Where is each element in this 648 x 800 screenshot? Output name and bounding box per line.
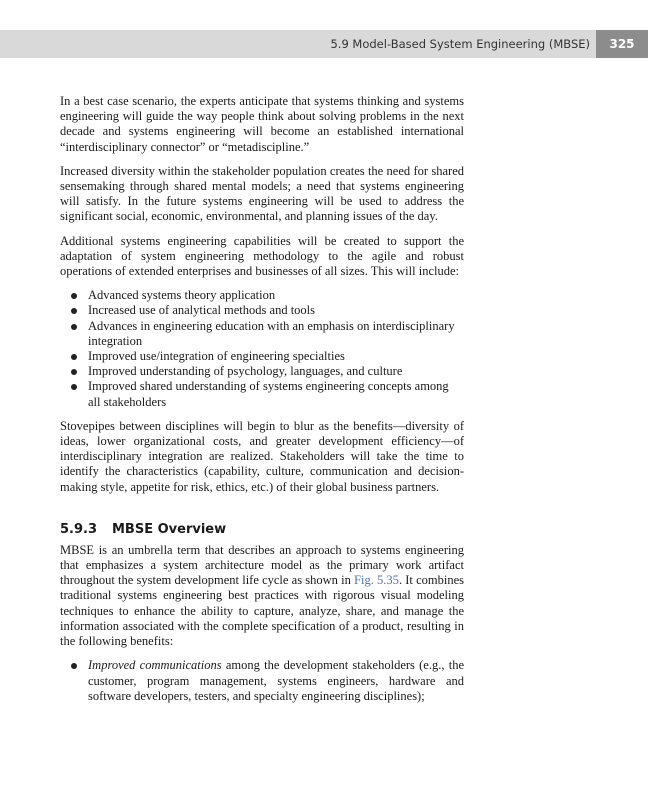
- section-number: 5.9.3: [60, 521, 98, 537]
- benefit-text: among the development stakeholders (e.g., the customer, program management, systems engineers, hardware and software developers, testers, and specialty engineering disciplines);: [88, 658, 464, 703]
- list-item: [60, 319, 464, 349]
- paragraph: Increased diversity within the stakeholder population creates the need for shared sensemaking through shared mental models; a need that systems engineering will satisfy. In the future systems engineering will be used to address the significant social, economic, environmental, and planning issues of the day.: [60, 163, 464, 224]
- list-item-text: Improved use/integration of engineering specialties: [88, 349, 345, 364]
- list-item: [60, 658, 464, 704]
- list-item: [60, 364, 464, 379]
- section-heading: [60, 521, 464, 539]
- intro-text: MBSE is an umbrella term that describes an approach to systems engineering that emphasizes a system architecture model as the primary work artifact throughout the system development life cycle as shown in: [60, 542, 464, 588]
- bullet-icon: [71, 369, 77, 375]
- running-head-title: 5.9 Model-Based System Engineering (MBSE): [330, 37, 590, 51]
- list-item: [60, 303, 464, 318]
- list-item-text: Improved understanding of psychology, languages, and culture: [88, 364, 403, 379]
- benefit-term: Improved communications: [88, 658, 222, 673]
- intro-text: . It combines traditional systems engineering best practices with rigorous visual modeling techniques to enhance the ability to capture, analyze, share, and manage the information associated with the complete specification of a product, resulting in the following benefits:: [60, 573, 465, 649]
- list-item: [60, 349, 464, 364]
- bullet-icon: [71, 324, 77, 330]
- figure-link[interactable]: Fig. 5.35: [354, 573, 399, 588]
- list-item: [60, 379, 464, 409]
- list-item-text: Advances in engineering education with an emphasis on interdisciplinary integration: [88, 318, 455, 348]
- page-body: [60, 94, 464, 713]
- capabilities-list: [60, 288, 464, 410]
- bullet-icon: [71, 663, 77, 669]
- list-item-text: Increased use of analytical methods and tools: [88, 303, 316, 318]
- list-item: [60, 288, 464, 303]
- bullet-icon: [71, 354, 77, 360]
- paragraph: Stovepipes between disciplines will begin to blur as the benefits—diversity of ideas, lower organizational costs, and greater development efficiency—of interdisciplinary integration are realized. Stakeholders will take the time to identify the characteristics (capability, culture, communication and decision-making style, appetite for risk, ethics, etc.) of their global business partners.: [60, 418, 464, 494]
- bullet-icon: [71, 293, 77, 299]
- list-item-text: Advanced systems theory application: [88, 288, 276, 303]
- page-number: 325: [596, 30, 648, 58]
- paragraph: In a best case scenario, the experts anticipate that systems thinking and systems engineering will guide the way people think about solving problems in the next decade and systems engineering will become an established international “interdisciplinary connector” or “metadiscipline.”: [60, 94, 464, 154]
- section-title: MBSE Overview: [112, 521, 227, 537]
- paragraph: Additional systems engineering capabilities will be created to support the adaptation of system engineering methodology to the agile and robust operations of extended enterprises and businesses of all sizes. This will include:: [60, 233, 464, 279]
- benefits-list: [60, 658, 464, 704]
- list-item-text: Improved shared understanding of systems engineering concepts among all stakeholders: [88, 379, 449, 409]
- section-intro-paragraph: [60, 543, 464, 649]
- bullet-icon: [71, 384, 77, 390]
- bullet-icon: [71, 308, 77, 314]
